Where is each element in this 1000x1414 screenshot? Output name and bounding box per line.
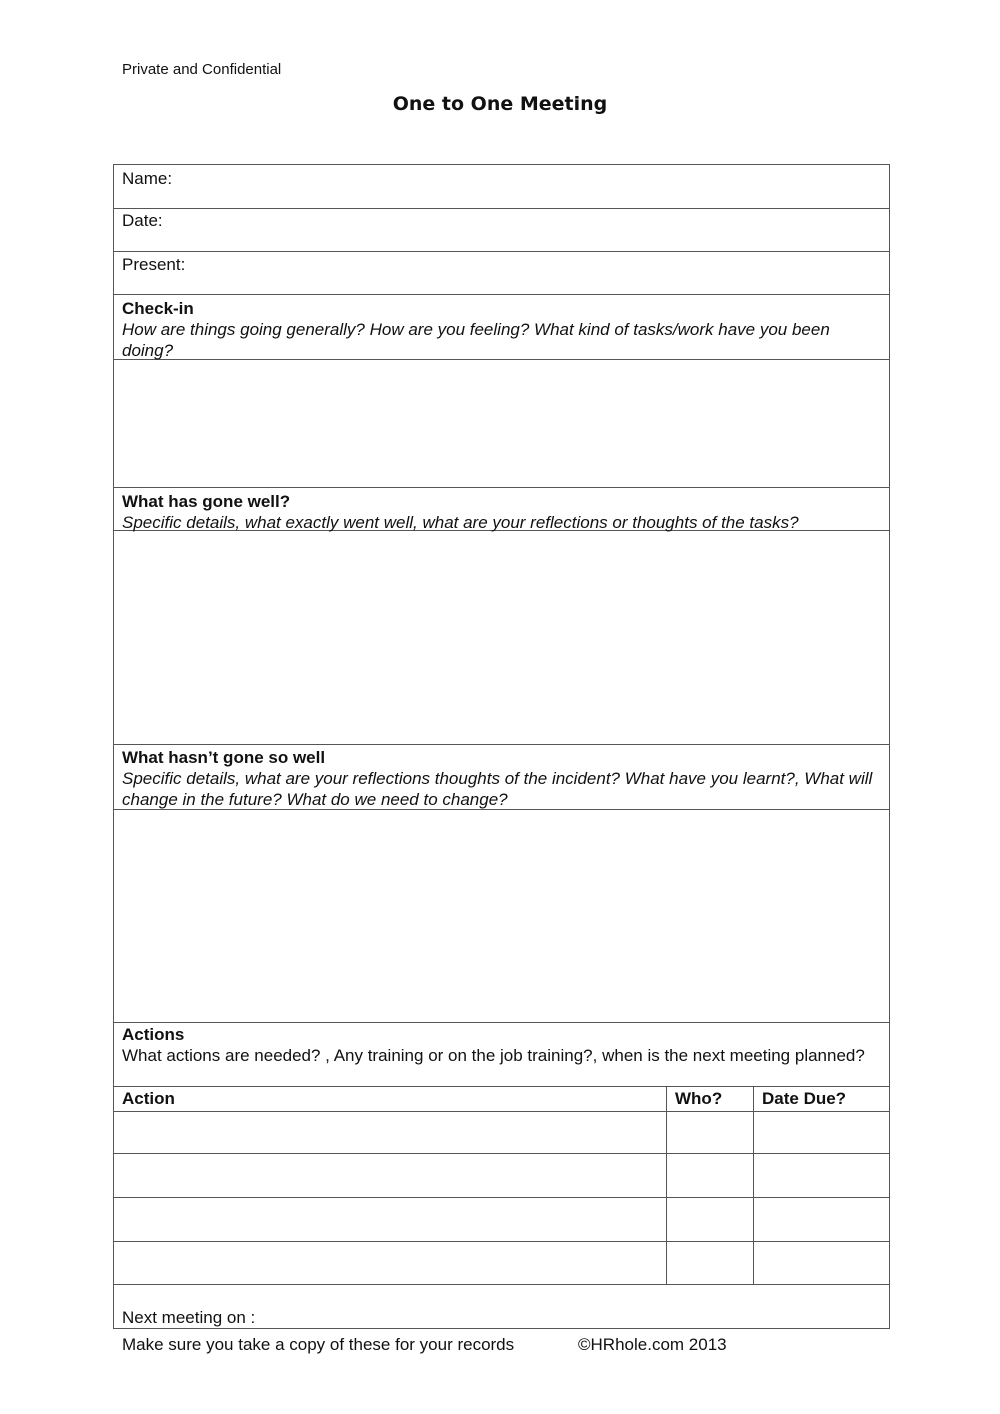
- name-row[interactable]: [114, 165, 889, 209]
- column-header-who: Who?: [675, 1089, 723, 1108]
- gone-well-header: [114, 488, 889, 531]
- page-title: One to One Meeting: [392, 93, 608, 115]
- confidentiality-label: Private and Confidential: [122, 61, 282, 78]
- column-header-date-due: Date Due?: [762, 1089, 847, 1108]
- not-well-title: What hasn’t gone so well: [122, 748, 326, 767]
- check-in-answer-area[interactable]: [114, 360, 889, 488]
- column-header-action: Action: [122, 1089, 175, 1108]
- present-label: Present:: [122, 255, 186, 274]
- check-in-prompt: How are things going generally? How are you feeling? What kind of tasks/work have you been doing?: [122, 320, 830, 360]
- action-row[interactable]: [114, 1112, 889, 1154]
- gone-well-prompt: Specific details, what exactly went well, what are your reflections or thoughts of the tasks?: [122, 513, 799, 532]
- not-well-prompt: Specific details, what are your reflections thoughts of the incident? What have you learnt?, What will change in the future? What do we need to change?: [122, 769, 873, 809]
- date-row[interactable]: [114, 209, 889, 252]
- date-label: Date:: [122, 211, 163, 230]
- action-row[interactable]: [114, 1242, 889, 1285]
- next-meeting-label: Next meeting on :: [122, 1308, 256, 1327]
- actions-header: [114, 1023, 889, 1087]
- action-row[interactable]: [114, 1155, 889, 1198]
- present-row[interactable]: [114, 252, 889, 295]
- next-meeting-row[interactable]: [114, 1285, 889, 1328]
- name-label: Name:: [122, 169, 173, 188]
- action-row[interactable]: [114, 1199, 889, 1242]
- check-in-title: Check-in: [122, 299, 194, 318]
- footer-copyright: ©HRhole.com 2013: [578, 1335, 727, 1354]
- actions-prompt: What actions are needed? , Any training or on the job training?, when is the next meeting planned?: [122, 1046, 865, 1065]
- gone-well-answer-area[interactable]: [114, 531, 889, 745]
- not-well-answer-area[interactable]: [114, 810, 889, 1023]
- check-in-header: [114, 295, 889, 360]
- gone-well-title: What has gone well?: [122, 492, 291, 511]
- footer-note: Make sure you take a copy of these for your records: [122, 1335, 515, 1354]
- not-well-header: [114, 745, 889, 810]
- actions-title: Actions: [122, 1025, 185, 1044]
- meeting-form: [113, 164, 890, 1329]
